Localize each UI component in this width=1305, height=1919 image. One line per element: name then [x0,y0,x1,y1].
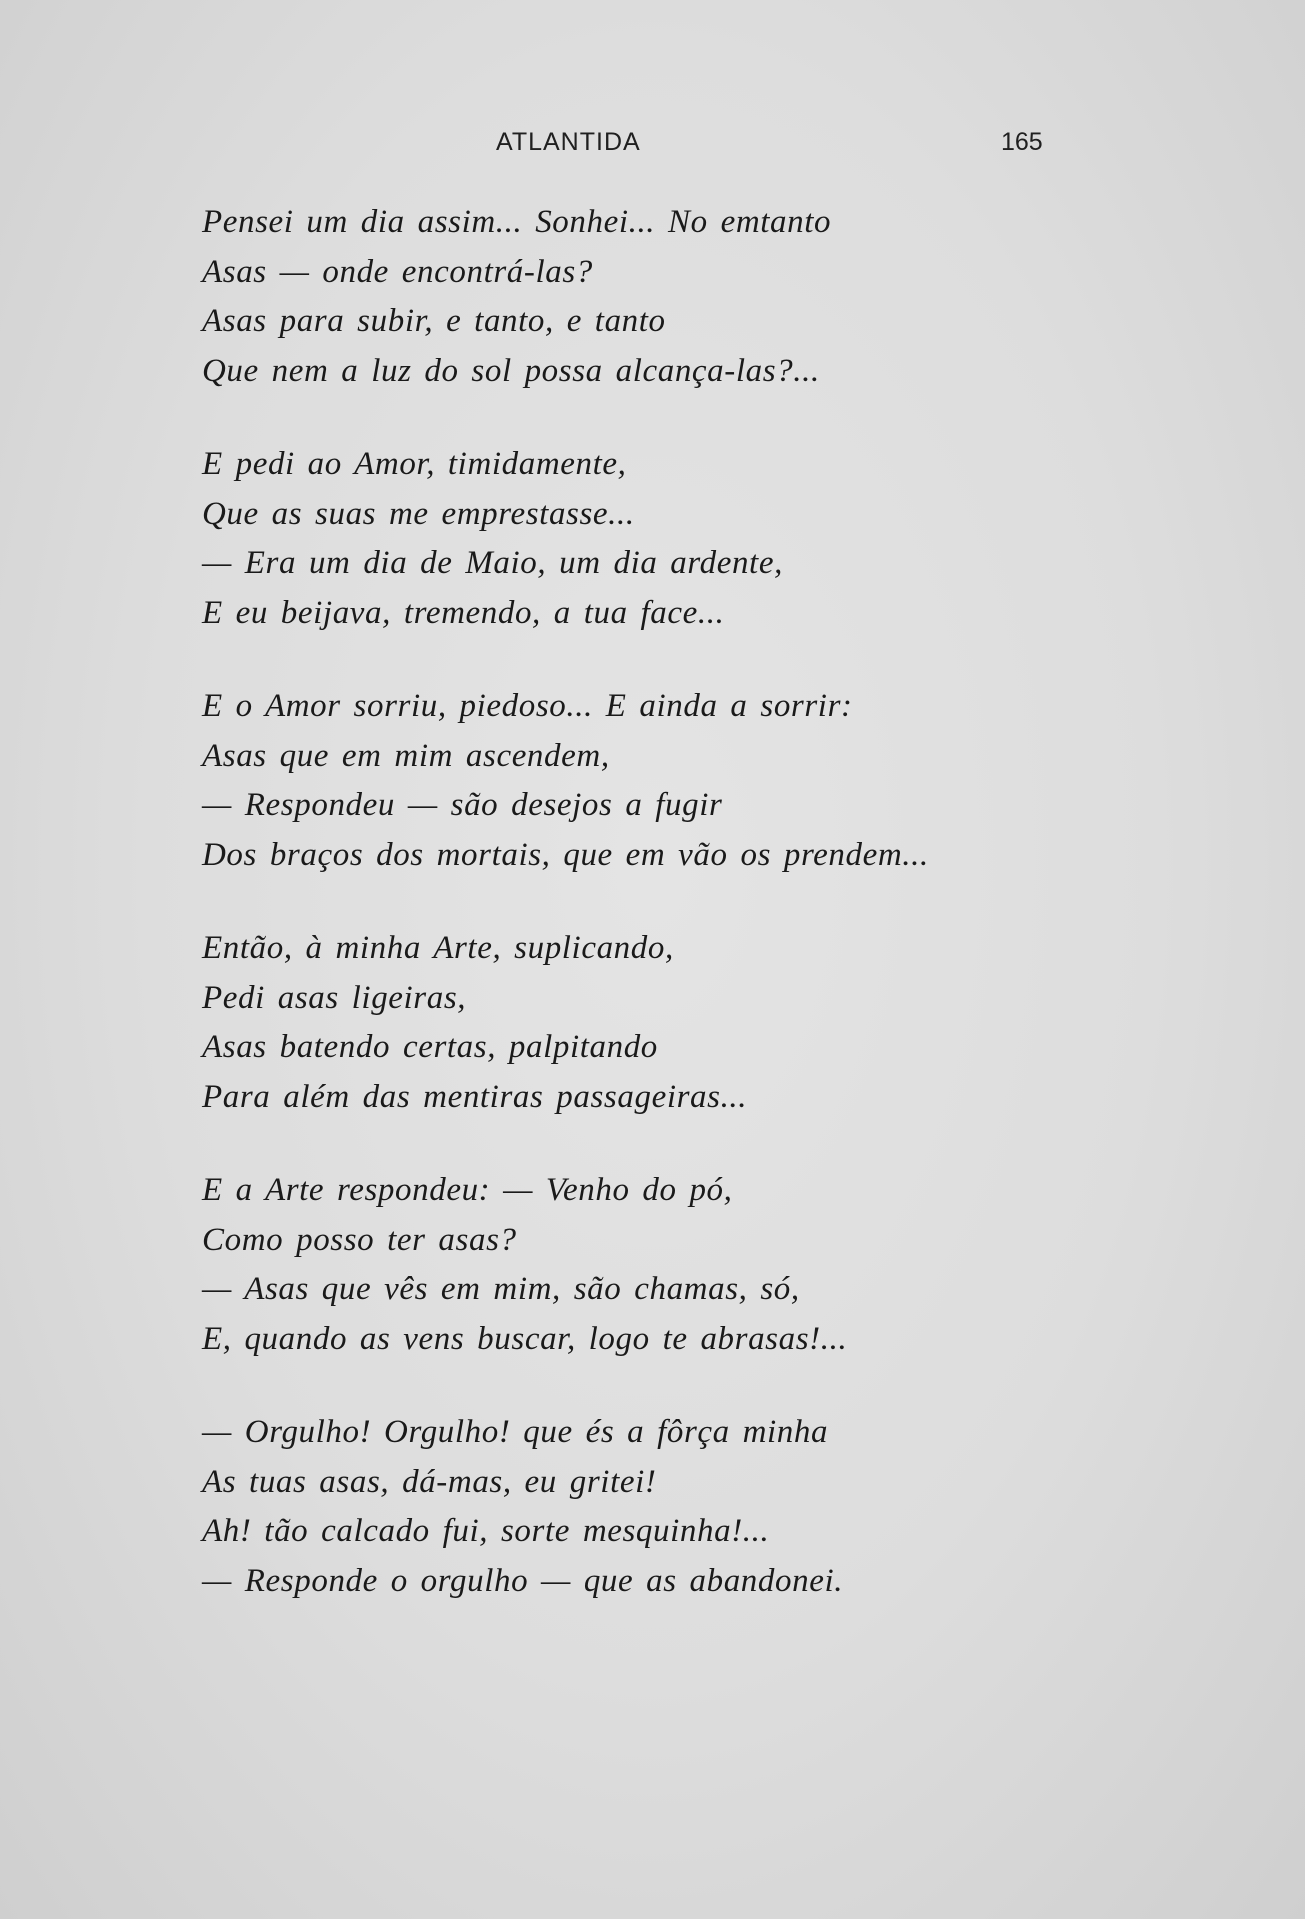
verse-line: — Responde o orgulho — que as abandonei. [202,1562,844,1599]
stanza [202,198,1102,396]
verse-line: Asas batendo certas, palpitando [202,1029,658,1065]
verse-line: Então, à minha Arte, suplicando, [202,930,674,966]
verse-line: Como posso ter asas? [202,1221,517,1258]
running-title: ATLANTIDA [496,128,641,156]
verse-line: E, quando as vens buscar, logo te abrasas!... [202,1320,848,1357]
verse-line: Asas que em mim ascendem, [202,737,610,774]
verse-line: Pensei um dia assim... Sonhei... No emtanto [202,204,832,240]
verse-line: As tuas asas, dá-mas, eu gritei! [202,1463,657,1500]
verse-line: Que nem a luz do sol possa alcança-las?... [202,352,820,389]
stanza [202,682,1102,880]
verse-line: Para além das mentiras passageiras... [202,1078,748,1115]
verse-line: E o Amor sorriu, piedoso... E ainda a sorrir: [202,688,853,724]
verse-line: Dos braços dos mortais, que em vão os prendem... [202,836,929,873]
verse-line: — Asas que vês em mim, são chamas, só, [202,1271,800,1307]
verse-line: — Era um dia de Maio, um dia ardente, [202,545,783,581]
verse-line: E eu beijava, tremendo, a tua face... [202,594,725,631]
poem [202,198,1102,1650]
stanza [202,1408,1102,1606]
verse-line: E pedi ao Amor, timidamente, [202,446,627,482]
verse-line: Que as suas me emprestasse... [202,495,635,532]
verse-line: Ah! tão calcado fui, sorte mesquinha!... [202,1513,770,1549]
verse-line: — Orgulho! Orgulho! que és a fôrça minha [202,1414,829,1450]
verse-line: — Respondeu — são desejos a fugir [202,787,723,823]
verse-line: Asas — onde encontrá-las? [202,253,593,290]
stanza [202,1166,1102,1364]
page-number: 165 [1001,128,1043,156]
verse-line: Asas para subir, e tanto, e tanto [202,303,666,339]
stanza [202,924,1102,1122]
verse-line: E a Arte respondeu: — Venho do pó, [202,1172,733,1208]
stanza [202,440,1102,638]
verse-line: Pedi asas ligeiras, [202,979,467,1016]
